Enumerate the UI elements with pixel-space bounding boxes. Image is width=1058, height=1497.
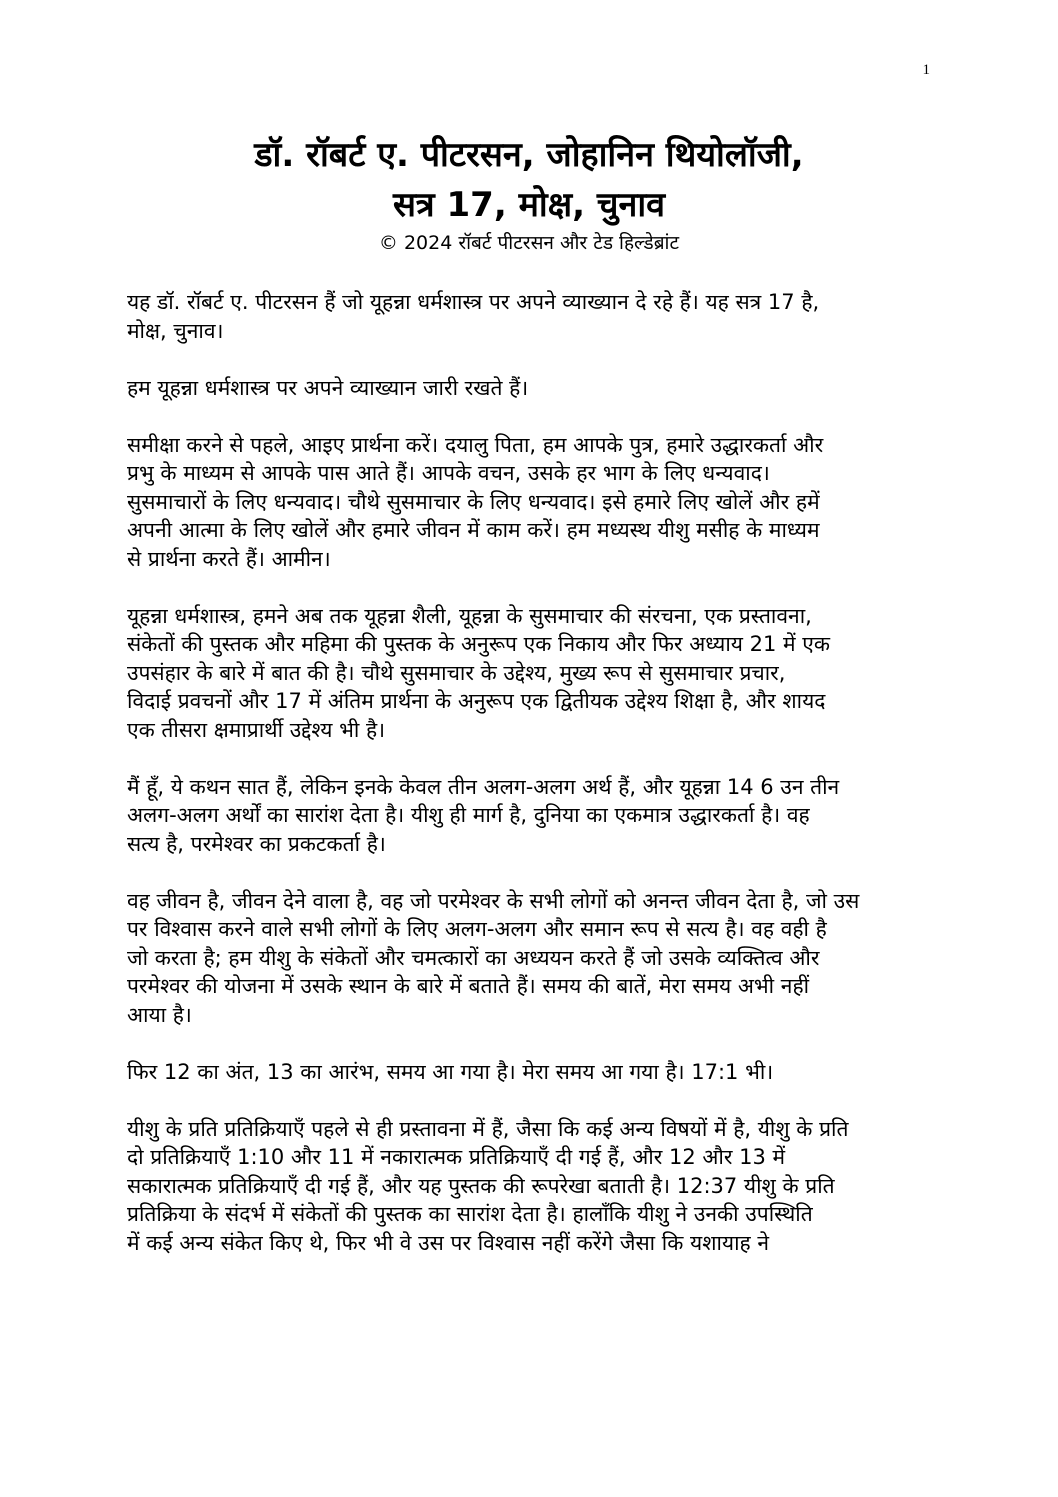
paragraph [127,431,947,574]
text-line: पर विश्वास करने वाले सभी लोगों के लिए अलग-अलग और समान रूप से सत्य है। वह वही है [127,917,827,941]
text-line: प्रतिक्रिया के संदर्भ में संकेतों की पुस्तक का सारांश देता है। हालाँकि यीशु ने उनकी उपस्थिति [127,1202,813,1226]
text-line: प्रभु के माध्यम से आपके पास आते हैं। आपके वचन, उसके हर भाग के लिए धन्यवाद। [127,461,770,485]
text-line: सकारात्मक प्रतिक्रियाएँ दी गई हैं, और यह पुस्तक की रूपरेखा बताती है। 12:37 यीशु के प्रति [127,1173,835,1198]
text-line: एक तीसरा क्षमाप्रार्थी उद्देश्य भी है। [127,717,386,742]
text-line: में कई अन्य संकेत किए थे, फिर भी वे उस पर विश्वास नहीं करेंगे जैसा कि यशायाह ने [127,1230,770,1255]
paragraph [127,288,947,345]
text-line: यीशु के प्रति प्रतिक्रियाएँ पहले से ही प्रस्तावना में हैं, जैसा कि कई अन्य विषयों में है, यीशु के प्रति [127,1116,849,1141]
title-line: सत्र 17, मोक्ष, चुनाव [392,185,666,225]
text-line: मैं हूँ, ये कथन सात हैं, लेकिन इनके केवल तीन अलग-अलग अर्थ हैं, और यूहन्ना 14 6 उन तीन [127,774,840,799]
copyright-notice: © 2024 रॉबर्ट पीटरसन और टेड हिल्डेब्रांट [378,232,680,254]
text-line: दो प्रतिक्रियाएँ 1:10 और 11 में नकारात्मक प्रतिक्रियाएँ दी गई हैं, और 12 और 13 में [127,1145,786,1169]
text-line: विदाई प्रवचनों और 17 में अंतिम प्रार्थना के अनुरूप एक द्वितीयक उद्देश्य शिक्षा है, और शायद [127,689,826,713]
text-line: उपसंहार के बारे में बात की है। चौथे सुसमाचार के उद्देश्य, मुख्य रूप से सुसमाचार प्रचार, [127,660,786,685]
page-number: 1 [922,62,930,78]
document-title [0,130,1058,230]
title-line: डॉ. रॉबर्ट ए. पीटरसन, जोहानिन थियोलॉजी, [254,135,804,175]
text-line: जो करता है; हम यीशु के संकेतों और चमत्कारों का अध्ययन करते हैं जो उसके व्यक्तित्व और [127,945,820,970]
text-line: सत्य है, परमेश्वर का प्रकटकर्ता है। [127,831,386,856]
text-line: अलग-अलग अर्थों का सारांश देता है। यीशु ही मार्ग है, दुनिया का एकमात्र उद्धारकर्ता है। वह [127,803,810,827]
text-line: आया है। [127,1002,192,1027]
paragraph [127,1115,947,1258]
text-line: यह डॉ. रॉबर्ट ए. पीटरसन हैं जो यूहन्ना धर्मशास्त्र पर अपने व्याख्यान दे रहे हैं। यह सत्र 17 है, [127,290,820,314]
text-line: अपनी आत्मा के लिए खोलें और हमारे जीवन में काम करें। हम मध्यस्थ यीशु मसीह के माध्यम [127,518,820,542]
document-body [127,288,947,1286]
text-line: फिर 12 का अंत, 13 का आरंभ, समय आ गया है। मेरा समय आ गया है। 17:1 भी। [127,1059,774,1084]
text-line: संकेतों की पुस्तक और महिमा की पुस्तक के अनुरूप एक निकाय और फिर अध्याय 21 में एक [127,632,830,656]
text-line: यूहन्ना धर्मशास्त्र, हमने अब तक यूहन्ना शैली, यूहन्ना के सुसमाचार की संरचना, एक प्रस्तावना, [127,603,812,628]
text-line: वह जीवन है, जीवन देने वाला है, वह जो परमेश्वर के सभी लोगों को अनन्त जीवन देता है, जो उस [127,888,860,913]
paragraph [127,773,947,859]
text-line: परमेश्वर की योजना में उसके स्थान के बारे में बताते हैं। समय की बातें, मेरा समय अभी नहीं [127,974,810,998]
text-line: से प्रार्थना करते हैं। आमीन। [127,546,331,571]
text-line: मोक्ष, चुनाव। [127,318,224,343]
paragraph [127,602,947,745]
paragraph [127,887,947,1030]
text-line: सुसमाचारों के लिए धन्यवाद। चौथे सुसमाचार के लिए धन्यवाद। इसे हमारे लिए खोलें और हमें [127,489,820,514]
text-line: हम यूहन्ना धर्मशास्त्र पर अपने व्याख्यान जारी रखते हैं। [127,375,529,400]
text-line: समीक्षा करने से पहले, आइए प्रार्थना करें। दयालु पिता, हम आपके पुत्र, हमारे उद्धारकर्ता और [127,432,824,457]
paragraph [127,1058,947,1087]
paragraph [127,374,947,403]
